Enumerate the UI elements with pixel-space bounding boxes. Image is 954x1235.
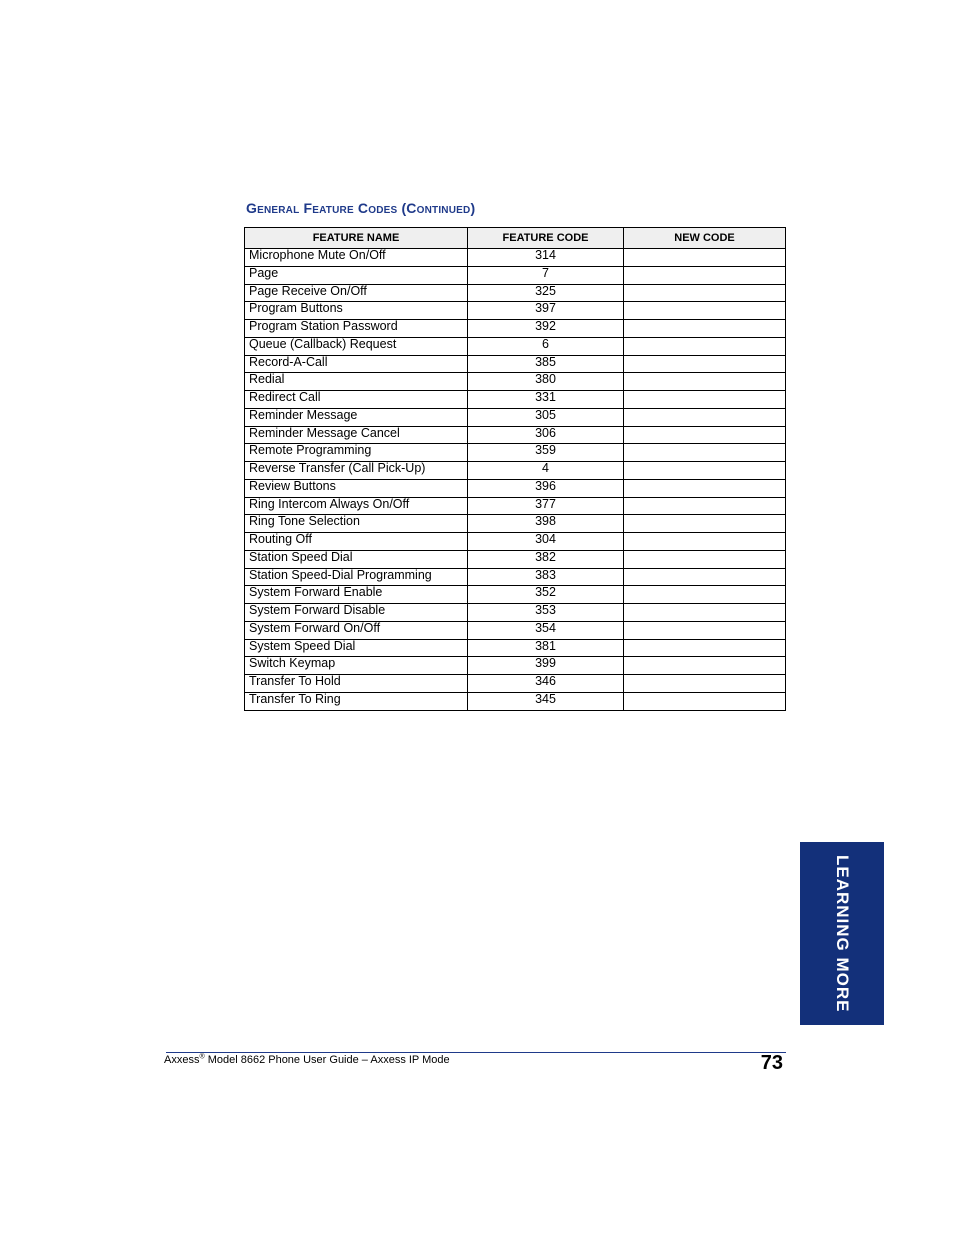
table-row <box>245 266 786 284</box>
feature-code-cell: 346 <box>468 675 624 693</box>
table-row <box>245 249 786 267</box>
feature-code-cell: 392 <box>468 320 624 338</box>
feature-name-cell: Reverse Transfer (Call Pick-Up) <box>245 462 468 480</box>
section-side-tab <box>800 842 884 1025</box>
feature-code-cell: 345 <box>468 692 624 710</box>
feature-code-cell: 381 <box>468 639 624 657</box>
feature-name-cell: Remote Programming <box>245 444 468 462</box>
new-code-cell <box>624 444 786 462</box>
table-row <box>245 568 786 586</box>
table-row <box>245 391 786 409</box>
feature-code-cell: 398 <box>468 515 624 533</box>
new-code-cell <box>624 479 786 497</box>
new-code-cell <box>624 675 786 693</box>
table-row <box>245 284 786 302</box>
new-code-cell <box>624 586 786 604</box>
table-row <box>245 373 786 391</box>
table-row <box>245 692 786 710</box>
feature-name-cell: Record-A-Call <box>245 355 468 373</box>
table-row <box>245 497 786 515</box>
table-row <box>245 515 786 533</box>
table-row <box>245 675 786 693</box>
feature-name-cell: Program Buttons <box>245 302 468 320</box>
new-code-cell <box>624 621 786 639</box>
feature-code-cell: 382 <box>468 550 624 568</box>
table-row <box>245 462 786 480</box>
table-row <box>245 533 786 551</box>
feature-name-cell: Ring Tone Selection <box>245 515 468 533</box>
header-feature-code: FEATURE CODE <box>468 228 624 249</box>
feature-code-cell: 399 <box>468 657 624 675</box>
table-row <box>245 621 786 639</box>
new-code-cell <box>624 408 786 426</box>
table-row <box>245 479 786 497</box>
new-code-cell <box>624 284 786 302</box>
header-new-code: NEW CODE <box>624 228 786 249</box>
feature-name-cell: Redial <box>245 373 468 391</box>
new-code-cell <box>624 373 786 391</box>
table-row <box>245 302 786 320</box>
registered-mark: ® <box>199 1053 205 1061</box>
feature-codes-table <box>244 227 786 711</box>
side-tab-label: LEARNING MORE <box>833 854 852 1013</box>
table-row <box>245 355 786 373</box>
feature-name-cell: Redirect Call <box>245 391 468 409</box>
feature-code-cell: 385 <box>468 355 624 373</box>
new-code-cell <box>624 266 786 284</box>
feature-name-cell: Transfer To Ring <box>245 692 468 710</box>
feature-code-cell: 305 <box>468 408 624 426</box>
table-header-row <box>245 228 786 249</box>
page-number: 73 <box>760 1052 783 1074</box>
feature-code-cell: 306 <box>468 426 624 444</box>
feature-name-cell: Microphone Mute On/Off <box>245 249 468 267</box>
feature-code-cell: 7 <box>468 266 624 284</box>
feature-code-cell: 331 <box>468 391 624 409</box>
feature-name-cell: System Speed Dial <box>245 639 468 657</box>
new-code-cell <box>624 302 786 320</box>
table-row <box>245 426 786 444</box>
feature-name-cell: Reminder Message Cancel <box>245 426 468 444</box>
feature-name-cell: Page <box>245 266 468 284</box>
table-row <box>245 639 786 657</box>
new-code-cell <box>624 426 786 444</box>
feature-code-cell: 353 <box>468 604 624 622</box>
feature-name-cell: Transfer To Hold <box>245 675 468 693</box>
feature-code-cell: 6 <box>468 337 624 355</box>
footer-text <box>164 1054 450 1066</box>
table-row <box>245 320 786 338</box>
feature-name-cell: Ring Intercom Always On/Off <box>245 497 468 515</box>
feature-name-cell: System Forward On/Off <box>245 621 468 639</box>
feature-name-cell: Station Speed Dial <box>245 550 468 568</box>
new-code-cell <box>624 391 786 409</box>
feature-name-cell: Program Station Password <box>245 320 468 338</box>
feature-name-cell: Page Receive On/Off <box>245 284 468 302</box>
feature-name-cell: Queue (Callback) Request <box>245 337 468 355</box>
new-code-cell <box>624 604 786 622</box>
new-code-cell <box>624 533 786 551</box>
table-row <box>245 408 786 426</box>
new-code-cell <box>624 497 786 515</box>
feature-name-cell: System Forward Enable <box>245 586 468 604</box>
footer-rule <box>166 1052 786 1053</box>
new-code-cell <box>624 657 786 675</box>
feature-name-cell: System Forward Disable <box>245 604 468 622</box>
feature-code-cell: 359 <box>468 444 624 462</box>
table-row <box>245 444 786 462</box>
new-code-cell <box>624 639 786 657</box>
feature-code-cell: 396 <box>468 479 624 497</box>
table-row <box>245 337 786 355</box>
feature-name-cell: Routing Off <box>245 533 468 551</box>
new-code-cell <box>624 550 786 568</box>
new-code-cell <box>624 249 786 267</box>
feature-code-cell: 380 <box>468 373 624 391</box>
footer-brand: Axxess <box>164 1054 200 1066</box>
header-feature-name: FEATURE NAME <box>245 228 468 249</box>
new-code-cell <box>624 337 786 355</box>
feature-code-cell: 4 <box>468 462 624 480</box>
feature-code-cell: 314 <box>468 249 624 267</box>
section-heading: General Feature Codes (Continued) <box>246 200 476 216</box>
feature-name-cell: Switch Keymap <box>245 657 468 675</box>
new-code-cell <box>624 692 786 710</box>
table-row <box>245 604 786 622</box>
feature-name-cell: Reminder Message <box>245 408 468 426</box>
new-code-cell <box>624 515 786 533</box>
feature-code-cell: 397 <box>468 302 624 320</box>
table-row <box>245 657 786 675</box>
new-code-cell <box>624 320 786 338</box>
new-code-cell <box>624 568 786 586</box>
feature-code-cell: 383 <box>468 568 624 586</box>
new-code-cell <box>624 462 786 480</box>
feature-code-cell: 304 <box>468 533 624 551</box>
feature-code-cell: 377 <box>468 497 624 515</box>
feature-code-cell: 354 <box>468 621 624 639</box>
feature-name-cell: Review Buttons <box>245 479 468 497</box>
table-row <box>245 550 786 568</box>
new-code-cell <box>624 355 786 373</box>
feature-code-cell: 325 <box>468 284 624 302</box>
table-row <box>245 586 786 604</box>
table-body <box>245 249 786 711</box>
feature-code-cell: 352 <box>468 586 624 604</box>
feature-name-cell: Station Speed-Dial Programming <box>245 568 468 586</box>
footer-title: Model 8662 Phone User Guide – Axxess IP Mode <box>204 1054 450 1066</box>
